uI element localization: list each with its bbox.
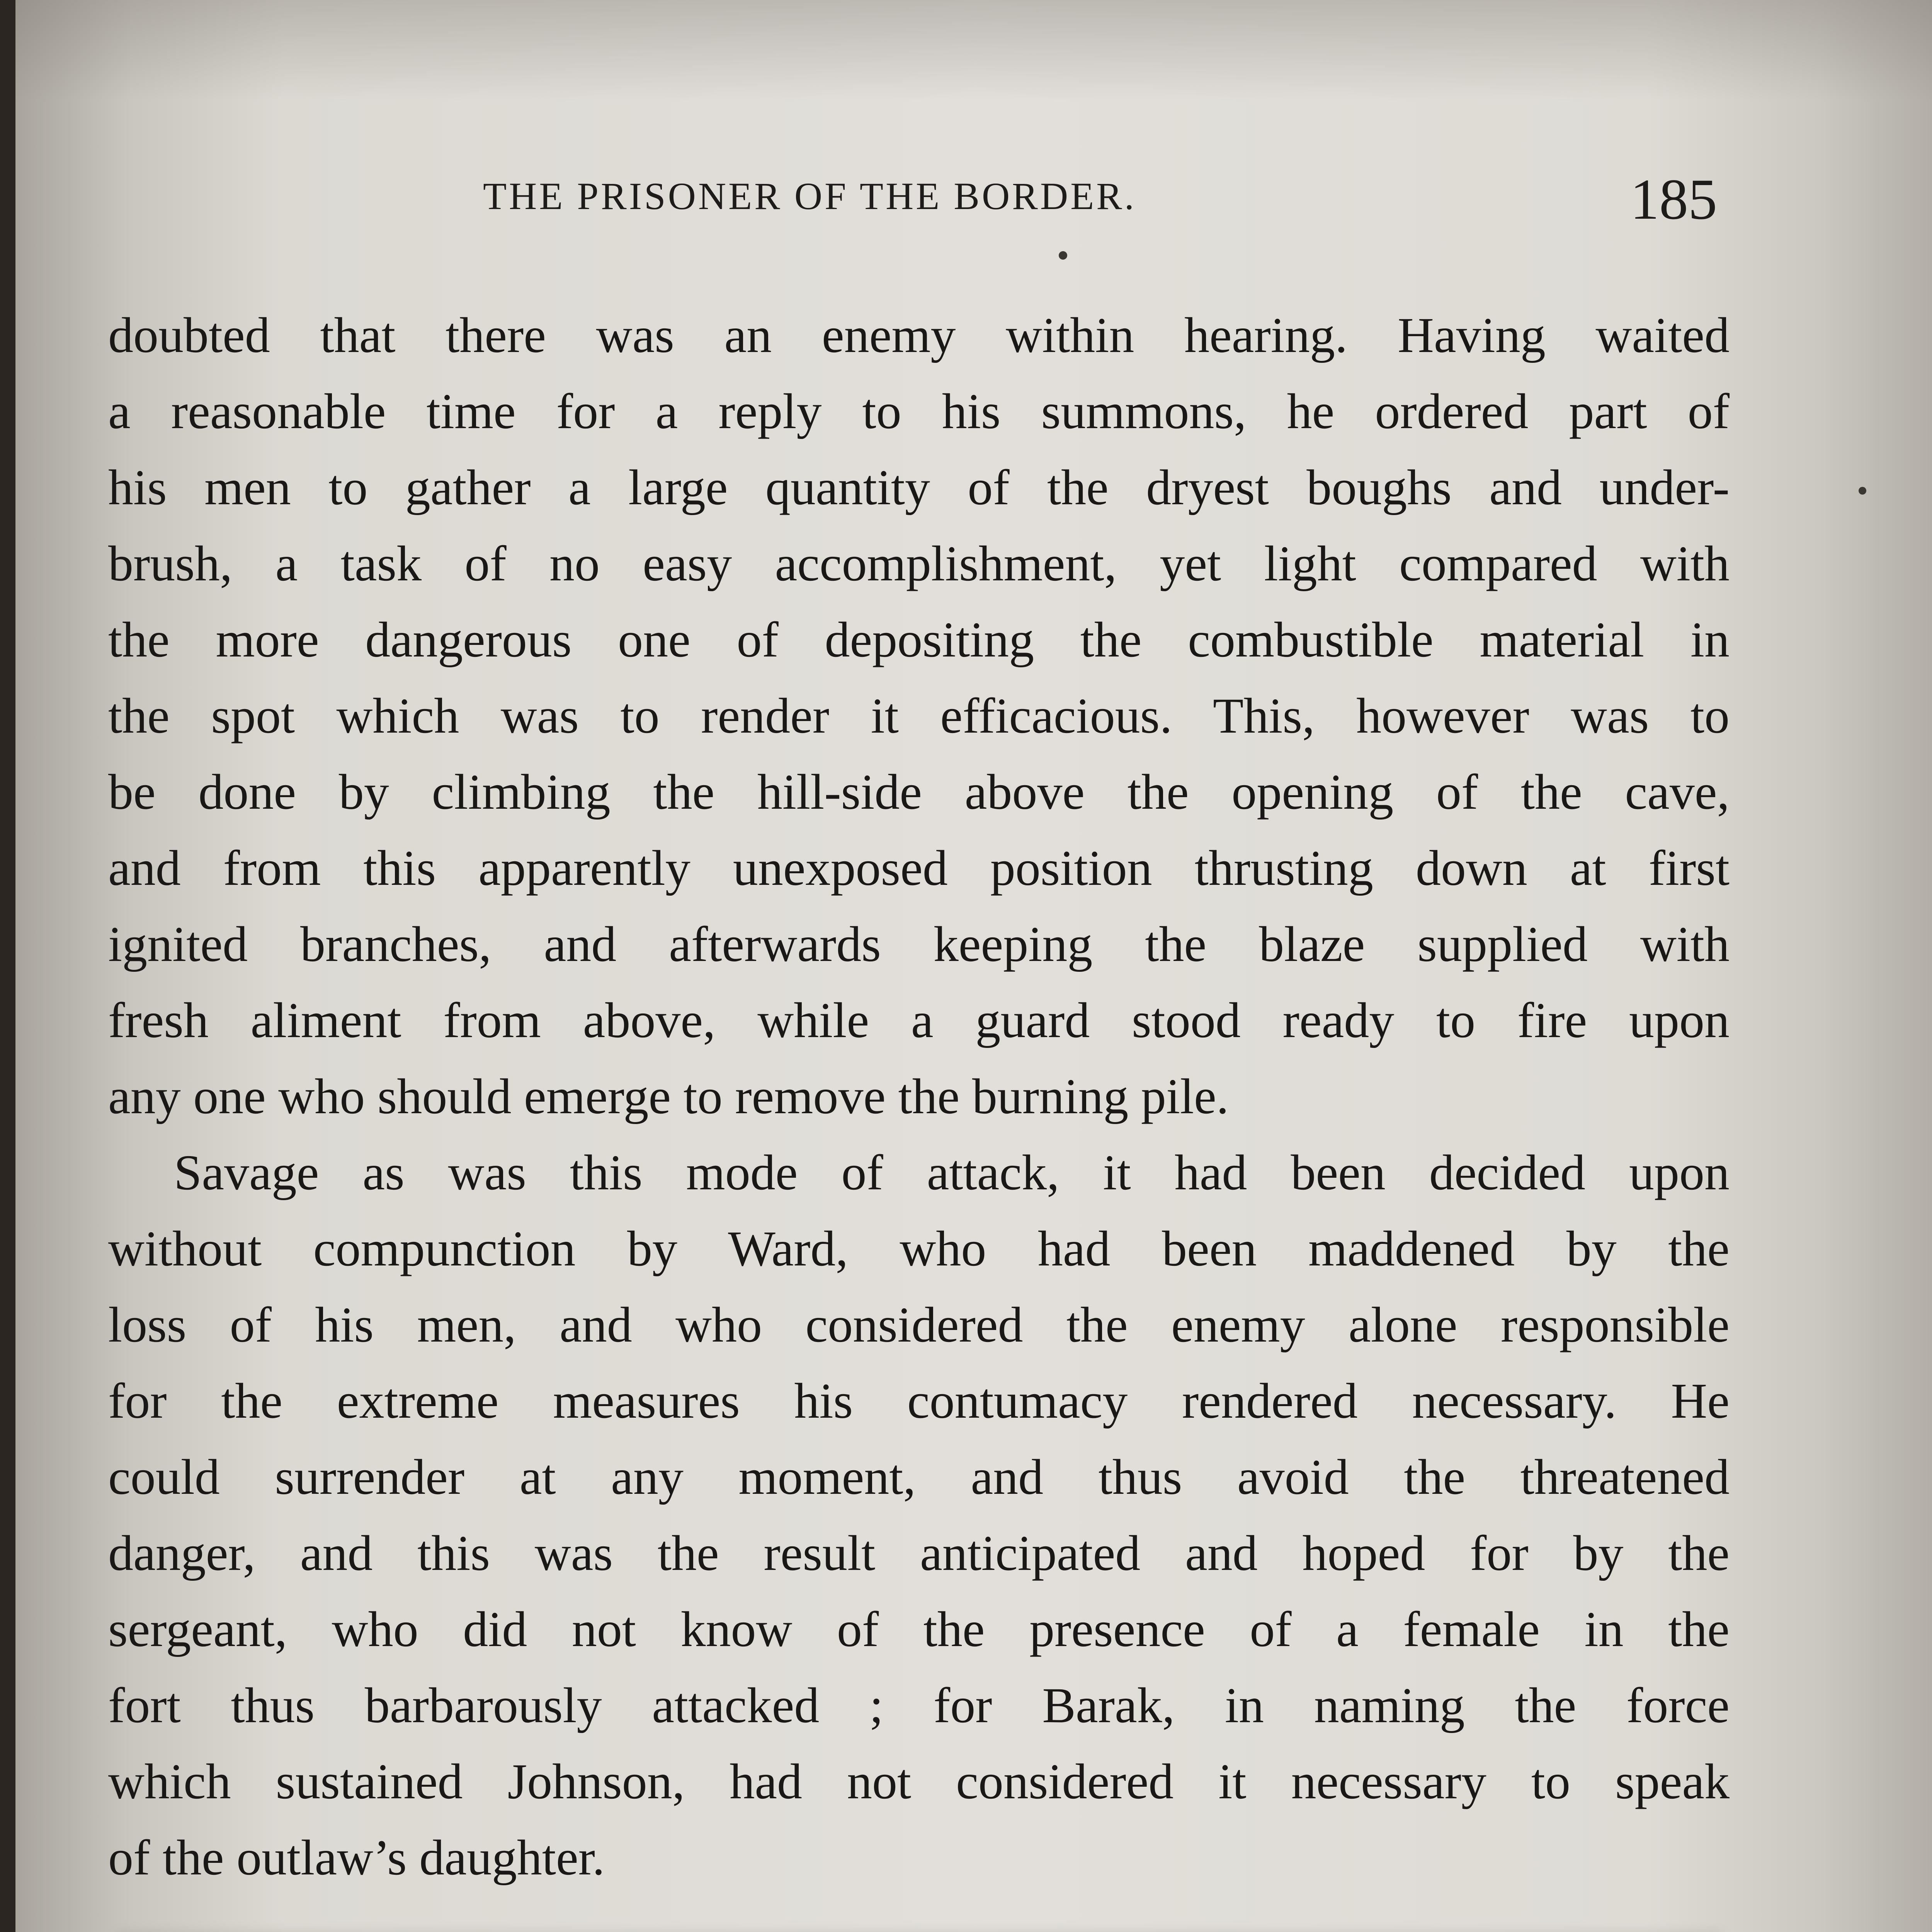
text-line: which sustained Johnson, had not considered it necessary to speak xyxy=(108,1754,1730,1810)
text-line: a reasonable time for a reply to his summons, he ordered part of xyxy=(108,384,1730,439)
paragraph-2 xyxy=(108,1135,1730,1896)
text-line: any one who should emerge to remove the burning pile. xyxy=(108,1069,1229,1124)
text-line: and from this apparently unexposed position thrusting down at first xyxy=(108,840,1730,896)
text-line: Savage as was this mode of attack, it had been decided upon xyxy=(174,1145,1730,1201)
text-line: could surrender at any moment, and thus avoid the threatened xyxy=(108,1449,1730,1505)
page-number: 185 xyxy=(1630,167,1717,231)
text-line: be done by climbing the hill-side above the opening of the cave, xyxy=(108,764,1730,820)
text-line: without compunction by Ward, who had been maddened by the xyxy=(108,1221,1730,1277)
paper-speck xyxy=(1059,251,1067,260)
running-head: THE PRISONER OF THE BORDER. xyxy=(483,175,1136,218)
text-line: brush, a task of no easy accomplishment, yet light compared with xyxy=(108,536,1730,592)
book-page xyxy=(15,0,1932,1932)
text-line: loss of his men, and who considered the enemy alone responsible xyxy=(108,1297,1730,1353)
text-line: the spot which was to render it efficacious. This, however was to xyxy=(108,688,1730,744)
text-line: ignited branches, and afterwards keeping the blaze supplied with xyxy=(108,917,1730,972)
text-line: the more dangerous one of depositing the combustible material in xyxy=(108,612,1730,668)
body-text xyxy=(108,298,1730,1896)
page-header xyxy=(15,166,1932,231)
text-line: fort thus barbarously attacked ; for Barak, in naming the force xyxy=(108,1678,1730,1733)
text-line: danger, and this was the result anticipated and hoped for by the xyxy=(108,1526,1730,1581)
text-line: for the extreme measures his contumacy rendered necessary. He xyxy=(108,1373,1730,1429)
text-line: sergeant, who did not know of the presence of a female in the xyxy=(108,1602,1730,1657)
text-line: fresh aliment from above, while a guard stood ready to fire upon xyxy=(108,993,1730,1048)
text-line: doubted that there was an enemy within hearing. Having waited xyxy=(108,308,1730,363)
text-line: of the outlaw’s daughter. xyxy=(108,1830,605,1886)
text-line: his men to gather a large quantity of the dryest boughs and under- xyxy=(108,460,1730,515)
paper-speck xyxy=(1859,487,1866,495)
paragraph-1 xyxy=(108,298,1730,1135)
page-shadow xyxy=(15,0,1932,100)
